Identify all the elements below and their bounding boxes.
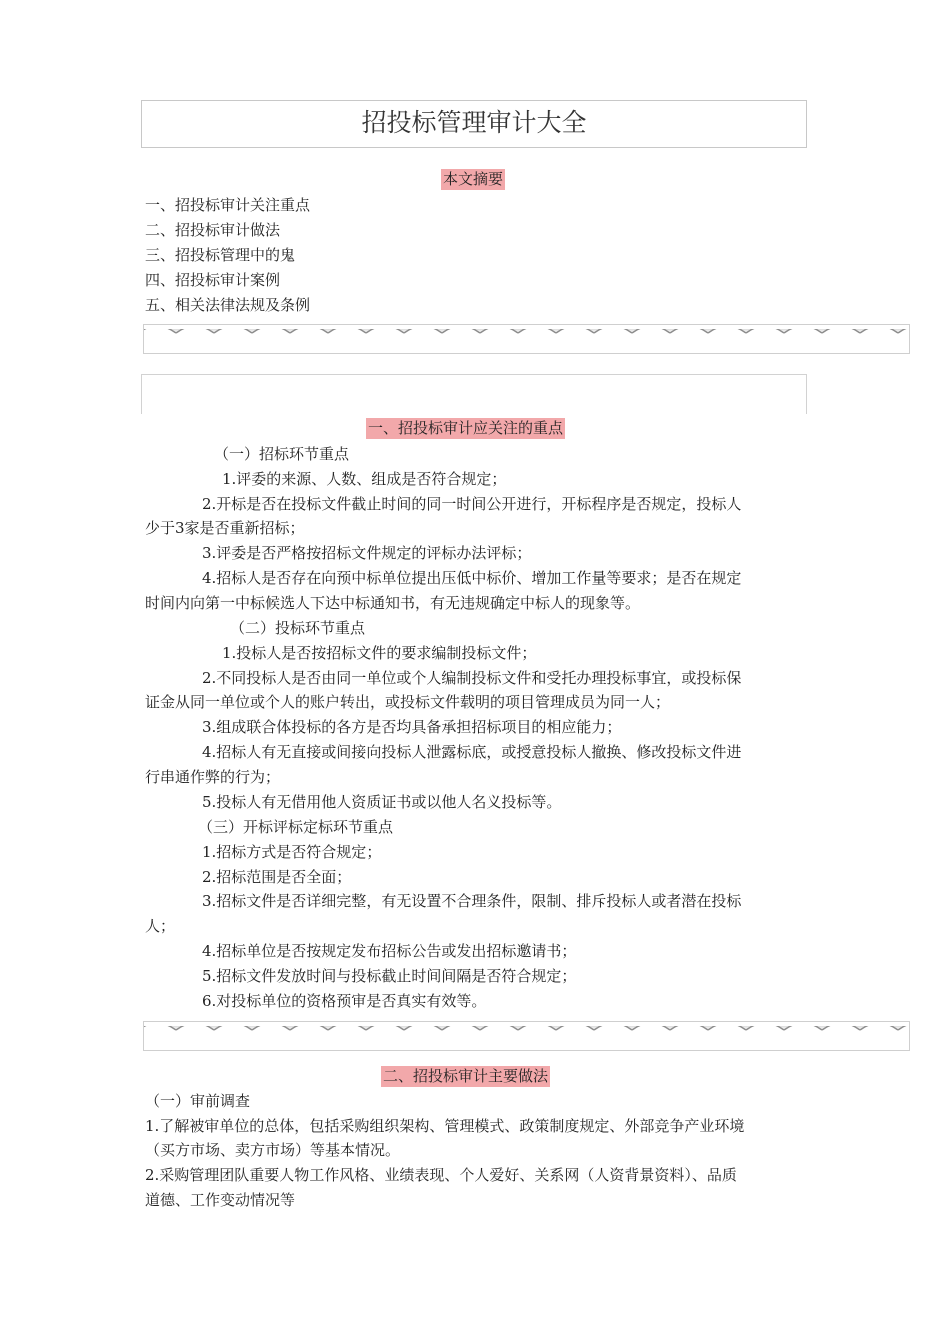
- section1-heading: 一、招投标审计应关注的重点: [368, 419, 564, 437]
- subheading: （一）招标环节重点: [214, 445, 350, 463]
- toc-item: 二、招投标审计做法: [145, 221, 281, 239]
- subheading: （二）投标环节重点: [230, 619, 366, 637]
- list-item: 6.对投标单位的资格预审是否真实有效等。: [202, 992, 487, 1010]
- list-item: 2.开标是否在投标文件截止时间的同一时间公开进行，开标程序是否规定，投标人: [202, 495, 742, 513]
- list-item: 1.招标方式是否符合规定；: [202, 843, 382, 861]
- section-box: [141, 374, 807, 414]
- toc-item: 五、相关法律法规及条例: [145, 296, 311, 314]
- list-item: 2.招标范围是否全面；: [202, 868, 352, 886]
- wave-divider: [143, 1021, 910, 1051]
- list-item: 4.招标人是否存在向预中标单位提出压低中标价、增加工作量等要求；是否在规定: [202, 569, 742, 587]
- list-item: 4.招标人有无直接或间接向投标人泄露标底，或授意投标人撤换、修改投标文件进: [202, 743, 742, 761]
- list-item: 少于3家是否重新招标；: [145, 519, 305, 537]
- title-box: [141, 100, 807, 148]
- list-item: 1.评委的来源、人数、组成是否符合规定；: [222, 470, 507, 488]
- section2-heading: 二、招投标审计主要做法: [383, 1067, 549, 1085]
- wave-divider-graphic: [144, 1022, 910, 1051]
- list-item: 证金从同一单位或个人的账户转出，或投标文件载明的项目管理成员为同一人；: [145, 693, 671, 711]
- list-item: （买方市场、卖方市场）等基本情况。: [145, 1141, 401, 1159]
- toc-item: 四、招投标审计案例: [145, 271, 281, 289]
- list-item: 3.组成联合体投标的各方是否均具备承担招标项目的相应能力；: [202, 718, 622, 736]
- list-item: 人；: [145, 917, 176, 935]
- subheading: （一）审前调查: [145, 1092, 251, 1110]
- list-item: 4.招标单位是否按规定发布招标公告或发出招标邀请书；: [202, 942, 577, 960]
- toc-item: 三、招投标管理中的鬼: [145, 246, 296, 264]
- summary-heading: 本文摘要: [443, 170, 504, 188]
- list-item: 3.招标文件是否详细完整，有无设置不合理条件，限制、排斥投标人或者潜在投标: [202, 892, 742, 910]
- subheading: （三）开标评标定标环节重点: [198, 818, 394, 836]
- list-item: 时间内向第一中标候选人下达中标通知书，有无违规确定中标人的现象等。: [145, 594, 641, 612]
- list-item: 1.投标人是否按招标文件的要求编制投标文件；: [222, 644, 537, 662]
- list-item: 5.招标文件发放时间与投标截止时间间隔是否符合规定；: [202, 967, 577, 985]
- list-item: 道德、工作变动情况等: [145, 1191, 296, 1209]
- toc-item: 一、招投标审计关注重点: [145, 196, 311, 214]
- list-item: 行串通作弊的行为；: [145, 768, 281, 786]
- list-item: 2.采购管理团队重要人物工作风格、业绩表现、个人爱好、关系网（人资背景资料）、品质: [145, 1166, 737, 1184]
- wave-divider-graphic: [144, 325, 910, 354]
- list-item: 5.投标人有无借用他人资质证书或以他人名义投标等。: [202, 793, 562, 811]
- list-item: 1.了解被审单位的总体，包括采购组织架构、管理模式、政策制度规定、外部竞争产业环境: [145, 1117, 745, 1135]
- document-title: 招投标管理审计大全: [361, 108, 587, 137]
- list-item: 2.不同投标人是否由同一单位或个人编制投标文件和受托办理投标事宜，或投标保: [202, 669, 742, 687]
- wave-divider: [143, 324, 910, 354]
- list-item: 3.评委是否严格按招标文件规定的评标办法评标；: [202, 544, 532, 562]
